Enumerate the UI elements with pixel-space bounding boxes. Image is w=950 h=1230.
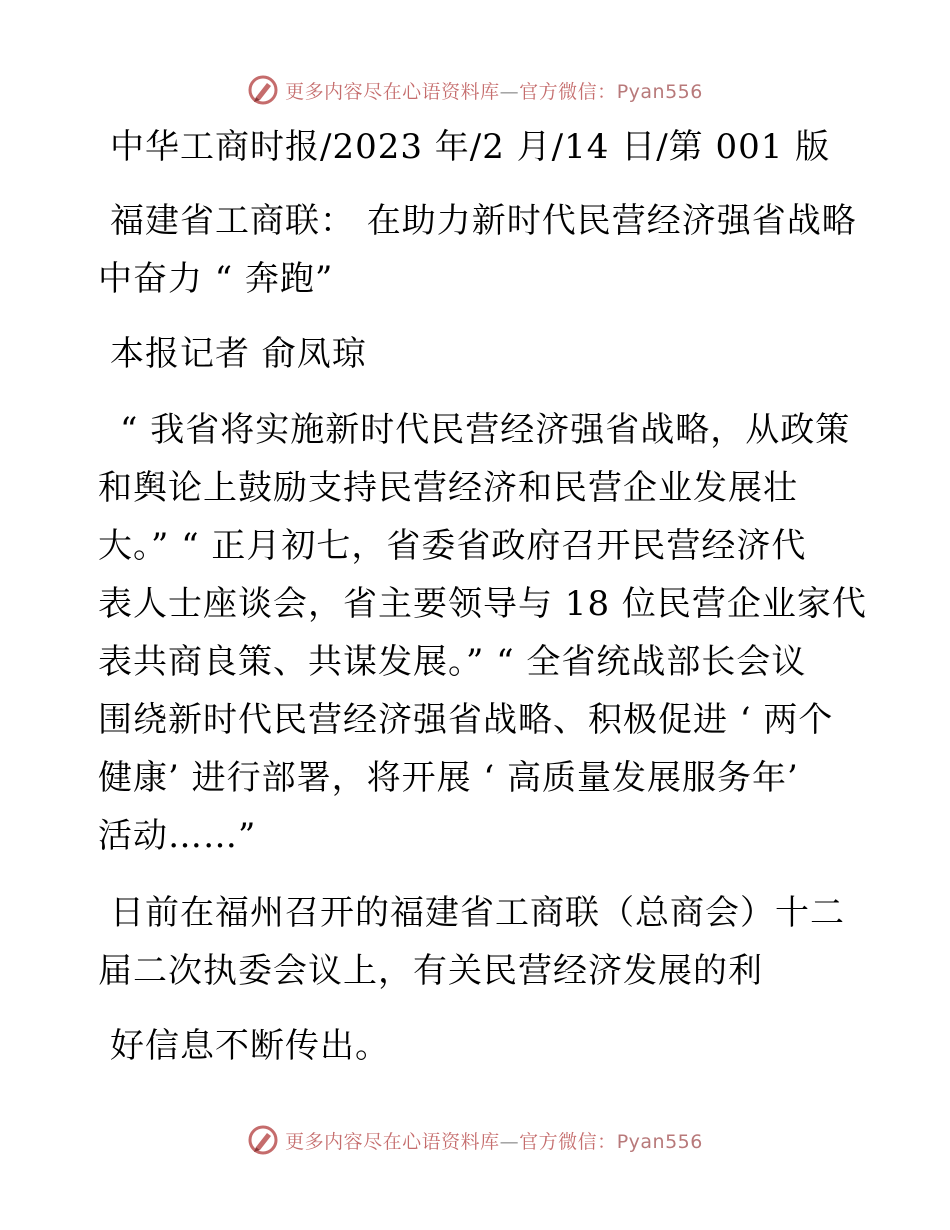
watermark-prefix: 更多内容尽在心语资料库 bbox=[285, 80, 500, 103]
paragraph-1-line-4: 表人士座谈会，省主要领导与 18 位民营企业家代 bbox=[98, 584, 867, 624]
pen-logo-icon bbox=[247, 1124, 279, 1156]
pen-logo-icon bbox=[247, 74, 279, 106]
paragraph-1-line-7: 健康’ 进行部署，将开展 ‘ 高质量发展服务年’ bbox=[98, 758, 799, 798]
byline: 本报记者 俞凤琼 bbox=[110, 334, 367, 374]
watermark-prefix: 更多内容尽在心语资料库 bbox=[285, 1130, 500, 1153]
article-title-line-1: 福建省工商联： 在助力新时代民营经济强省战略 bbox=[110, 201, 857, 241]
paragraph-3-line-1: 好信息不断传出。 bbox=[110, 1026, 390, 1066]
paragraph-2-line-1: 日前在福州召开的福建省工商联（总商会）十二 bbox=[110, 893, 845, 933]
watermark-bottom bbox=[0, 1124, 950, 1156]
article-title-line-2: 中奋力 “ 奔跑” bbox=[98, 259, 334, 299]
watermark-suffix: 官方微信： bbox=[519, 1130, 617, 1153]
watermark-handle: Pyan556 bbox=[616, 1130, 703, 1153]
watermark-text bbox=[285, 1127, 703, 1154]
watermark-separator: — bbox=[499, 1130, 520, 1153]
paragraph-1-line-1: “ 我省将实施新时代民营经济强省战略，从政策 bbox=[120, 410, 851, 450]
source-line: 中华工商时报/2023 年/2 月/14 日/第 001 版 bbox=[110, 127, 831, 167]
paragraph-1-line-5: 表共商良策、共谋发展。” “ 全省统战部长会议 bbox=[98, 642, 807, 682]
watermark-text bbox=[285, 77, 703, 104]
watermark-suffix: 官方微信： bbox=[519, 80, 617, 103]
watermark-handle: Pyan556 bbox=[616, 80, 703, 103]
paragraph-1-line-6: 围绕新时代民营经济强省战略、积极促进 ‘ 两个 bbox=[98, 700, 834, 740]
paragraph-2-line-2: 届二次执委会议上，有关民营经济发展的利 bbox=[98, 951, 763, 991]
watermark-separator: — bbox=[499, 80, 520, 103]
paragraph-1-line-8: 活动……” bbox=[98, 816, 257, 856]
paragraph-1-line-2: 和舆论上鼓励支持民营经济和民营企业发展壮 bbox=[98, 468, 798, 508]
watermark-top bbox=[0, 74, 950, 106]
paragraph-1-line-3: 大。” “ 正月初七，省委省政府召开民营经济代 bbox=[98, 526, 807, 566]
